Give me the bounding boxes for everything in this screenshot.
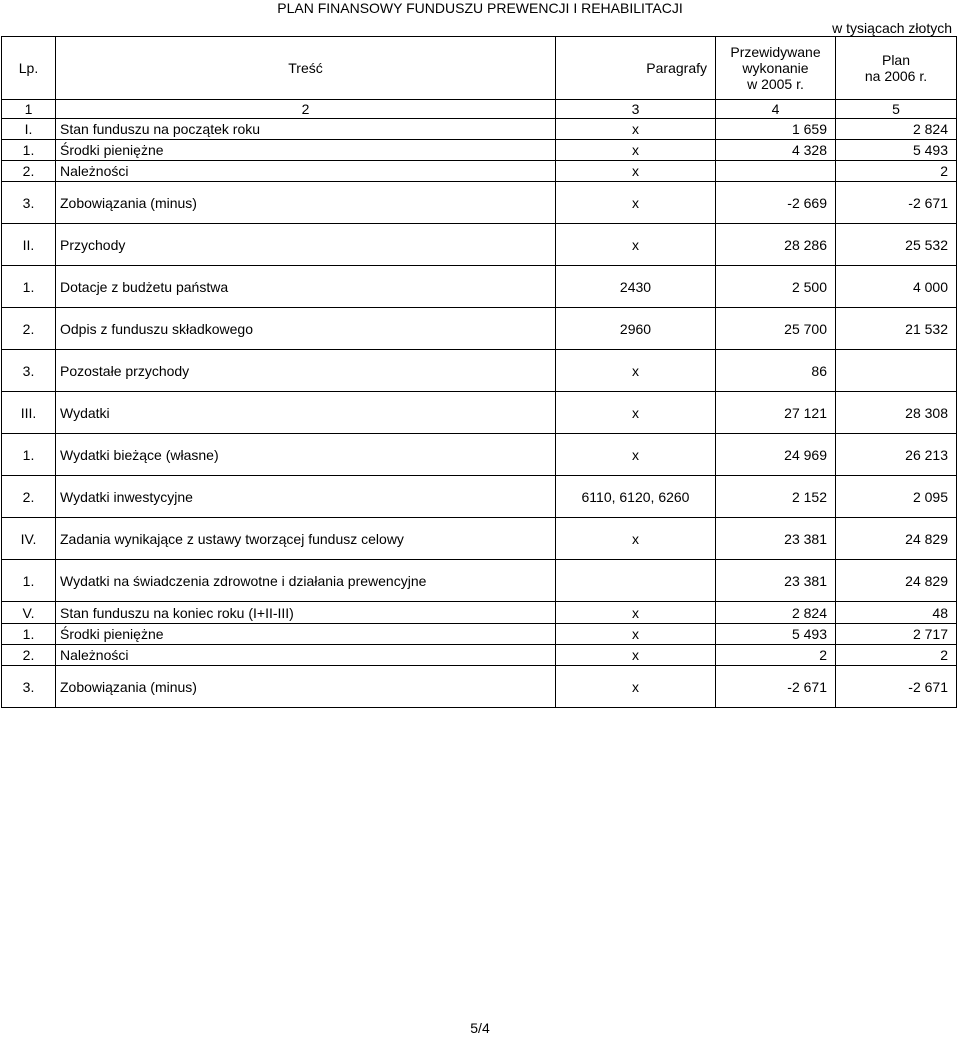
row-tresc: Środki pieniężne — [56, 624, 556, 645]
row-paragrafy: x — [556, 161, 716, 182]
row-lp: 1. — [2, 624, 56, 645]
row-lp: III. — [2, 392, 56, 434]
table-row — [2, 518, 957, 560]
header-tresc: Treść — [56, 37, 556, 100]
row-plan: 25 532 — [836, 224, 957, 266]
row-lp: V. — [2, 602, 56, 624]
row-plan: 24 829 — [836, 518, 957, 560]
page-number: 5/4 — [470, 1020, 490, 1036]
table-row — [2, 434, 957, 476]
row-tresc: Wydatki na świadczenia zdrowotne i działania prewencyjne — [56, 560, 556, 602]
row-tresc: Stan funduszu na początek roku — [56, 119, 556, 140]
row-lp: 3. — [2, 182, 56, 224]
row-wykonanie: 2 824 — [716, 602, 836, 624]
table-row — [2, 224, 957, 266]
row-tresc: Odpis z funduszu składkowego — [56, 308, 556, 350]
table-row — [2, 308, 957, 350]
row-paragrafy: x — [556, 140, 716, 161]
row-tresc: Środki pieniężne — [56, 140, 556, 161]
row-wykonanie: -2 671 — [716, 666, 836, 708]
header-paragrafy: Paragrafy — [556, 37, 716, 100]
row-wykonanie: 86 — [716, 350, 836, 392]
row-plan: 2 824 — [836, 119, 957, 140]
table-row — [2, 602, 957, 624]
row-plan: -2 671 — [836, 666, 957, 708]
row-plan — [836, 350, 957, 392]
column-number: 4 — [716, 100, 836, 119]
row-lp: 3. — [2, 666, 56, 708]
row-paragrafy: 2960 — [556, 308, 716, 350]
row-wykonanie — [716, 161, 836, 182]
table-row — [2, 666, 957, 708]
row-wykonanie: 2 — [716, 645, 836, 666]
row-tresc: Stan funduszu na koniec roku (I+II-III) — [56, 602, 556, 624]
header-wykonanie-line: Przewidywane — [730, 44, 821, 60]
row-wykonanie: 2 152 — [716, 476, 836, 518]
row-plan: 21 532 — [836, 308, 957, 350]
financial-plan-table — [1, 36, 957, 708]
row-plan: 28 308 — [836, 392, 957, 434]
row-wykonanie: 23 381 — [716, 518, 836, 560]
table-row — [2, 161, 957, 182]
row-wykonanie: -2 669 — [716, 182, 836, 224]
row-tresc: Wydatki — [56, 392, 556, 434]
row-tresc: Należności — [56, 161, 556, 182]
column-number: 5 — [836, 100, 957, 119]
row-plan: 4 000 — [836, 266, 957, 308]
row-wykonanie: 1 659 — [716, 119, 836, 140]
row-paragrafy: 2430 — [556, 266, 716, 308]
header-plan-line: Plan — [881, 52, 911, 68]
column-number: 2 — [56, 100, 556, 119]
row-plan: -2 671 — [836, 182, 957, 224]
row-lp: II. — [2, 224, 56, 266]
row-wykonanie: 4 328 — [716, 140, 836, 161]
row-paragrafy: x — [556, 350, 716, 392]
row-wykonanie: 24 969 — [716, 434, 836, 476]
row-paragrafy: x — [556, 666, 716, 708]
row-paragrafy: x — [556, 119, 716, 140]
row-tresc: Zadania wynikające z ustawy tworzącej fundusz celowy — [56, 518, 556, 560]
row-plan: 2 717 — [836, 624, 957, 645]
row-plan: 48 — [836, 602, 957, 624]
row-paragrafy: x — [556, 392, 716, 434]
table-row — [2, 182, 957, 224]
row-lp: 1. — [2, 560, 56, 602]
table-row — [2, 266, 957, 308]
row-tresc: Należności — [56, 645, 556, 666]
row-tresc: Zobowiązania (minus) — [56, 182, 556, 224]
row-wykonanie: 5 493 — [716, 624, 836, 645]
row-wykonanie: 2 500 — [716, 266, 836, 308]
header-wykonanie-line: w 2005 r. — [747, 76, 804, 92]
header-wykonanie-line: wykonanie — [742, 60, 809, 76]
row-paragrafy: x — [556, 518, 716, 560]
row-tresc: Przychody — [56, 224, 556, 266]
row-tresc: Wydatki bieżące (własne) — [56, 434, 556, 476]
row-paragrafy: x — [556, 602, 716, 624]
header-plan-line: na 2006 r. — [864, 68, 928, 84]
row-plan: 5 493 — [836, 140, 957, 161]
row-plan: 2 095 — [836, 476, 957, 518]
row-lp: 1. — [2, 434, 56, 476]
header-plan — [836, 37, 957, 100]
row-tresc: Zobowiązania (minus) — [56, 666, 556, 708]
row-wykonanie: 27 121 — [716, 392, 836, 434]
row-paragrafy — [556, 560, 716, 602]
row-tresc: Pozostałe przychody — [56, 350, 556, 392]
header-lp: Lp. — [2, 37, 56, 100]
table-row — [2, 392, 957, 434]
table-row — [2, 645, 957, 666]
row-lp: 1. — [2, 140, 56, 161]
table-row — [2, 350, 957, 392]
table-header-row — [2, 37, 957, 100]
row-lp: 2. — [2, 308, 56, 350]
row-paragrafy: x — [556, 645, 716, 666]
row-lp: 3. — [2, 350, 56, 392]
table-row — [2, 560, 957, 602]
table-row — [2, 624, 957, 645]
table-row — [2, 119, 957, 140]
row-lp: IV. — [2, 518, 56, 560]
row-paragrafy: 6110, 6120, 6260 — [556, 476, 716, 518]
row-paragrafy: x — [556, 434, 716, 476]
unit-note: w tysiącach złotych — [832, 20, 952, 36]
row-paragrafy: x — [556, 624, 716, 645]
column-number-row — [2, 100, 957, 119]
table-row — [2, 476, 957, 518]
row-wykonanie: 23 381 — [716, 560, 836, 602]
row-plan: 24 829 — [836, 560, 957, 602]
table-row — [2, 140, 957, 161]
row-plan: 2 — [836, 645, 957, 666]
document-title: PLAN FINANSOWY FUNDUSZU PREWENCJI I REHABILITACJI — [277, 0, 683, 16]
row-paragrafy: x — [556, 224, 716, 266]
row-lp: I. — [2, 119, 56, 140]
row-plan: 2 — [836, 161, 957, 182]
row-wykonanie: 25 700 — [716, 308, 836, 350]
row-tresc: Wydatki inwestycyjne — [56, 476, 556, 518]
header-wykonanie — [716, 37, 836, 100]
row-plan: 26 213 — [836, 434, 957, 476]
row-lp: 2. — [2, 645, 56, 666]
row-lp: 1. — [2, 266, 56, 308]
row-lp: 2. — [2, 476, 56, 518]
row-lp: 2. — [2, 161, 56, 182]
column-number: 1 — [2, 100, 56, 119]
row-tresc: Dotacje z budżetu państwa — [56, 266, 556, 308]
column-number: 3 — [556, 100, 716, 119]
row-paragrafy: x — [556, 182, 716, 224]
row-wykonanie: 28 286 — [716, 224, 836, 266]
